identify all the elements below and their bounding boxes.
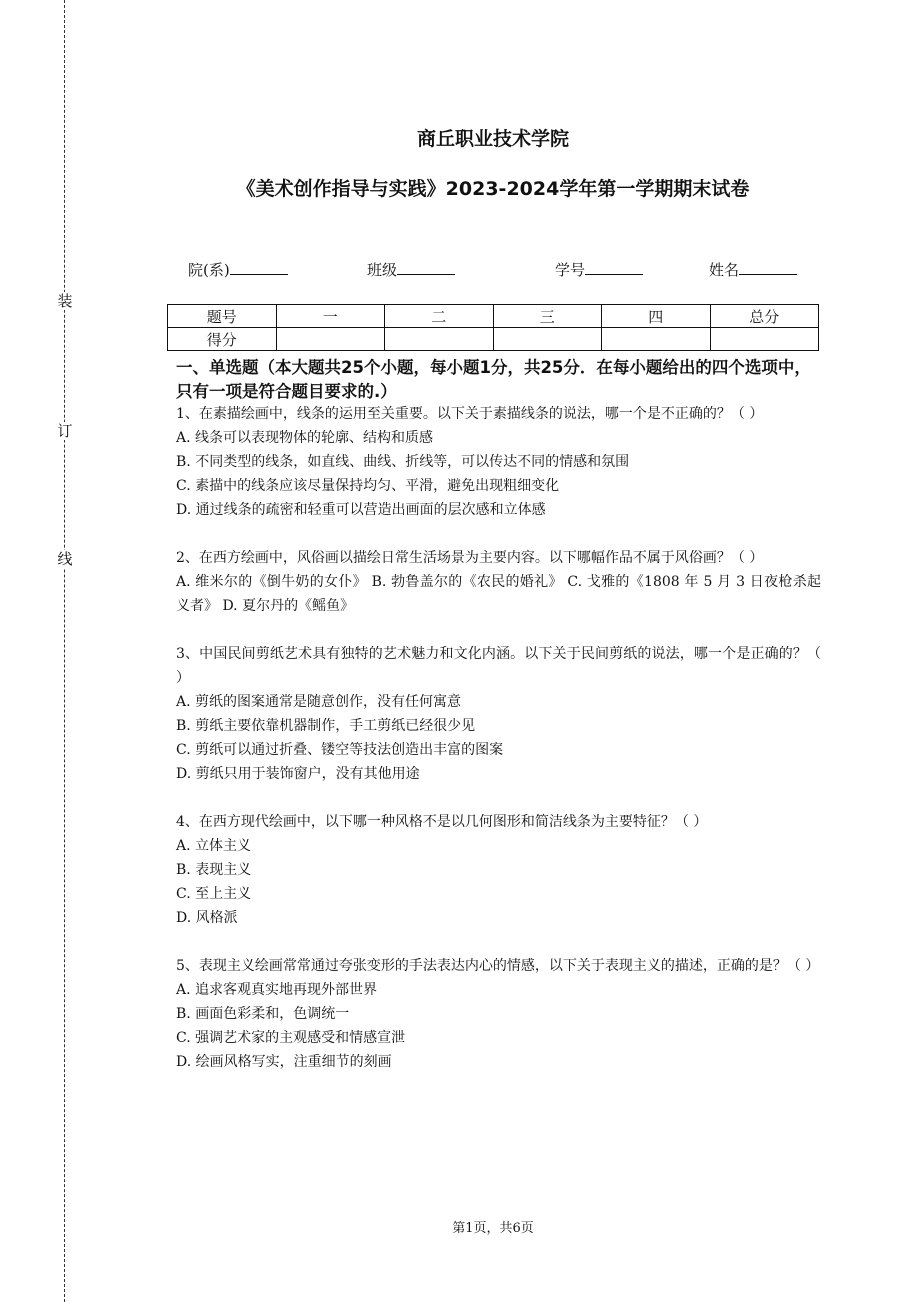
option-c[interactable]: C. 强调艺术家的主观感受和情感宣泄 bbox=[176, 1030, 406, 1046]
name-field[interactable] bbox=[709, 259, 797, 280]
question-stem: 4、在西方现代绘画中，以下哪一种风格不是以几何图形和简洁线条为主要特征？（ ） bbox=[176, 814, 708, 830]
option-b[interactable]: B. 不同类型的线条，如直线、曲线、折线等，可以传达不同的情感和氛围 bbox=[176, 454, 630, 470]
question-stem: 5、表现主义绘画常常通过夸张变形的手法表达内心的情感，以下关于表现主义的描述，正确的是？（ ） bbox=[176, 958, 820, 974]
question-list bbox=[176, 402, 821, 1074]
score-cell[interactable] bbox=[710, 328, 819, 351]
question-5 bbox=[176, 954, 821, 1074]
score-header-cell: 三 bbox=[493, 305, 602, 328]
question-2 bbox=[176, 546, 821, 618]
student-id-label: 学号 bbox=[555, 261, 586, 279]
option-b[interactable]: B. 画面色彩柔和，色调统一 bbox=[176, 1006, 350, 1022]
class-blank[interactable] bbox=[397, 260, 455, 275]
score-row-label: 得分 bbox=[168, 328, 277, 351]
option-c[interactable]: C. 至上主义 bbox=[176, 886, 252, 902]
score-header-cell: 四 bbox=[602, 305, 711, 328]
department-label: 院(系) bbox=[188, 261, 230, 279]
name-blank[interactable] bbox=[739, 260, 797, 275]
question-4 bbox=[176, 810, 821, 930]
exam-title: 《美术创作指导与实践》2023-2024学年第一学期期末试卷 bbox=[236, 178, 750, 200]
score-header-cell: 一 bbox=[276, 305, 385, 328]
binding-char-xian: 线 bbox=[57, 550, 73, 568]
score-table-score-row bbox=[168, 328, 819, 351]
option-a[interactable]: A. 剪纸的图案通常是随意创作，没有任何寓意 bbox=[176, 694, 462, 710]
score-table bbox=[167, 304, 819, 351]
option-b[interactable]: B. 表现主义 bbox=[176, 862, 252, 878]
option-a[interactable]: A. 立体主义 bbox=[176, 838, 252, 854]
question-stem: 2、在西方绘画中，风俗画以描绘日常生活场景为主要内容。以下哪幅作品不属于风俗画？（ ） bbox=[176, 550, 764, 566]
score-header-cell: 题号 bbox=[168, 305, 277, 328]
binding-char-zhuang: 装 bbox=[57, 292, 73, 310]
student-id-field[interactable] bbox=[555, 259, 643, 280]
option-b[interactable]: B. 剪纸主要依靠机器制作，手工剪纸已经很少见 bbox=[176, 718, 476, 734]
score-cell[interactable] bbox=[276, 328, 385, 351]
option-d[interactable]: D. 剪纸只用于装饰窗户，没有其他用途 bbox=[176, 766, 420, 782]
score-cell[interactable] bbox=[385, 328, 494, 351]
option-a[interactable]: A. 线条可以表现物体的轮廓、结构和质感 bbox=[176, 430, 434, 446]
score-cell[interactable] bbox=[493, 328, 602, 351]
section-heading: 一、单选题（本大题共25个小题，每小题1分，共25分．在每小题给出的四个选项中，只有一项是符合题目要求的.） bbox=[176, 358, 811, 401]
option-c[interactable]: C. 素描中的线条应该尽量保持均匀、平滑，避免出现粗细变化 bbox=[176, 478, 560, 494]
question-1 bbox=[176, 402, 821, 522]
student-id-blank[interactable] bbox=[585, 260, 643, 275]
department-blank[interactable] bbox=[230, 260, 288, 275]
binding-char-ding: 订 bbox=[57, 422, 73, 440]
score-table-header-row bbox=[168, 305, 819, 328]
question-stem: 1、在素描绘画中，线条的运用至关重要。以下关于素描线条的说法，哪一个是不正确的？（ ） bbox=[176, 406, 764, 422]
option-c[interactable]: C. 剪纸可以通过折叠、镂空等技法创造出丰富的图案 bbox=[176, 742, 504, 758]
name-label: 姓名 bbox=[709, 261, 740, 279]
class-field[interactable] bbox=[367, 259, 455, 280]
department-field[interactable] bbox=[188, 259, 288, 280]
class-label: 班级 bbox=[367, 261, 398, 279]
option-a[interactable]: A. 追求客观真实地再现外部世界 bbox=[176, 982, 378, 998]
question-3 bbox=[176, 642, 821, 786]
question-stem: 3、中国民间剪纸艺术具有独特的艺术魅力和文化内涵。以下关于民间剪纸的说法，哪一个是正确的？（ ） bbox=[176, 646, 821, 686]
score-header-cell: 二 bbox=[385, 305, 494, 328]
school-name: 商丘职业技术学院 bbox=[416, 128, 569, 150]
option-d[interactable]: D. 绘画风格写实，注重细节的刻画 bbox=[176, 1054, 392, 1070]
options-inline[interactable]: A. 维米尔的《倒牛奶的女仆》 B. 勃鲁盖尔的《农民的婚礼》 C. 戈雅的《1808 年 5 月 3 日夜枪杀起义者》 D. 夏尔丹的《鳐鱼》 bbox=[176, 574, 821, 614]
option-d[interactable]: D. 风格派 bbox=[176, 910, 238, 926]
score-header-cell: 总分 bbox=[710, 305, 819, 328]
page-footer: 第1页，共6页 bbox=[452, 1221, 534, 1236]
option-d[interactable]: D. 通过线条的疏密和轻重可以营造出画面的层次感和立体感 bbox=[176, 502, 546, 518]
score-cell[interactable] bbox=[602, 328, 711, 351]
